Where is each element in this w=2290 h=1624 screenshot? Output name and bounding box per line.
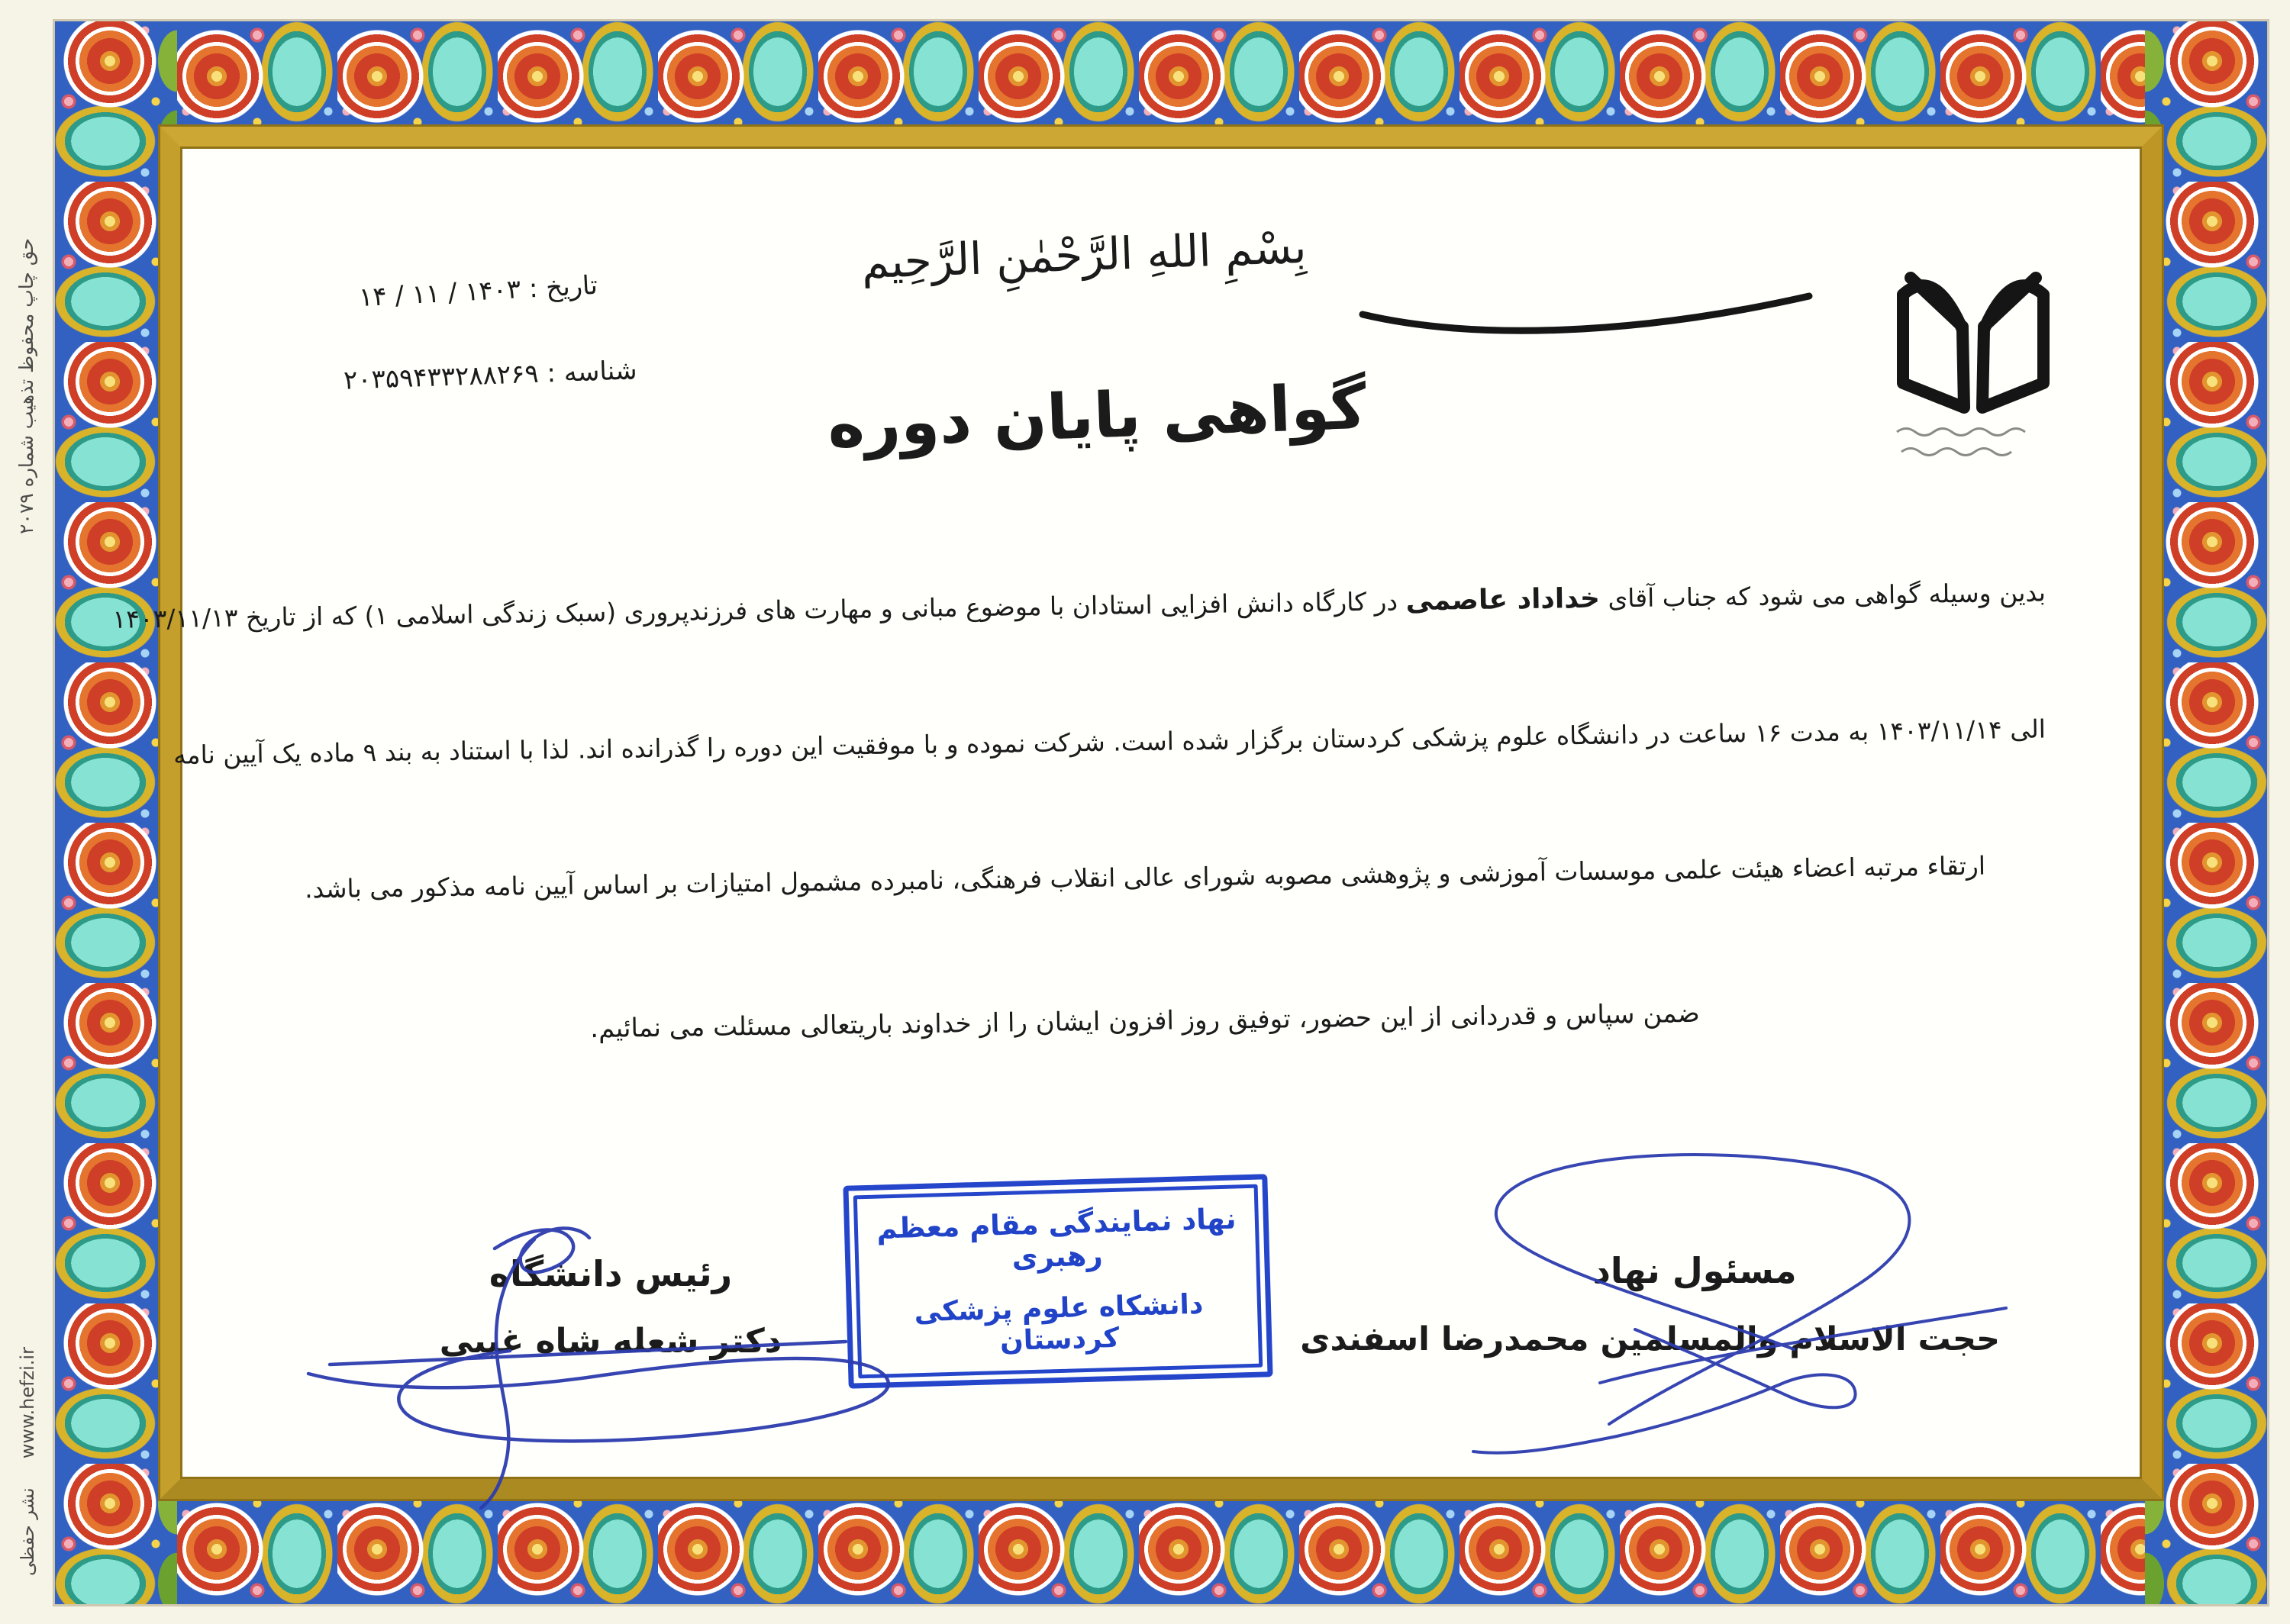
bismillah-calligraphy: بِسْمِ اللهِ الرَّحْمٰنِ الرَّحِیم xyxy=(860,221,1308,289)
publisher-website: www.hefzi.ir xyxy=(17,1347,38,1459)
right-signer-name: حجت الاسلام والمسلمین محمدرضا اسفندی xyxy=(1300,1320,2000,1358)
certificate-title: گواهی پایان دوره xyxy=(826,370,1368,462)
left-signer-role: رئیس دانشگاه xyxy=(489,1253,733,1294)
body-line-4: ضمن سپاس و قدردانی از این حضور، توفیق روز افزون ایشان را از خداوند باریتعالی مسئلت می نمائیم. xyxy=(589,997,1701,1045)
stamp-line-2: دانشکاه علوم پزشکی کردستان xyxy=(914,1288,1204,1358)
publisher-name: نشر حفظی xyxy=(17,1487,38,1576)
body-line-1-pre: بدین وسیله گواهی می شود که جناب آقای xyxy=(1599,577,2046,614)
id-value: ۲۰۳۵۹۴۳۳۲۸۸۲۶۹ xyxy=(343,358,540,396)
border-right-ornament xyxy=(2145,21,2267,1604)
recipient-name: خداداد عاصمی xyxy=(1405,582,1601,617)
border-top-ornament xyxy=(177,21,2145,143)
stamp-line-1: نهاد نمایندگی مقام معظم رهبری xyxy=(876,1202,1237,1274)
margin-copyright-text: حق چاپ محفوظ تذهیب شماره ۲۰۷۹ xyxy=(15,237,37,534)
left-signer-name: دکتر شعله شاه غیبی xyxy=(439,1322,782,1361)
border-left-ornament xyxy=(55,21,177,1604)
nahad-logo xyxy=(1874,244,2072,466)
border-bottom-ornament xyxy=(177,1482,2145,1604)
date-label: تاریخ : xyxy=(527,269,598,304)
date-value: ۱۴۰۳ / ۱۱ / ۱۴ xyxy=(358,274,522,314)
body-line-3: ارتقاء مرتبه اعضاء هیئت علمی موسسات آموزشی و پژوهشی مصوبه شورای عالی انقلاب فرهنگی، نامبرده مشمول امتیازات بر اساس آیین نامه مذکور می باشد. xyxy=(304,850,1986,904)
bismillah-swash xyxy=(1359,275,1817,343)
body-line-1-post: در کارگاه دانش افزایی استادان با موضوع مبانی و مهارت های فرزندپروری (سبک زندگی اسلامی ۱) که از تاریخ ۱۴۰۳/۱۱/۱۳ xyxy=(112,586,1406,634)
margin-publisher-text xyxy=(17,1347,38,1576)
right-signer-role: مسئول نهاد xyxy=(1592,1250,1797,1291)
official-stamp xyxy=(843,1174,1272,1388)
open-book-icon xyxy=(1874,244,2072,466)
id-label: شناسه : xyxy=(546,355,638,389)
body-line-2: الی ۱۴۰۳/۱۱/۱۴ به مدت ۱۶ ساعت در دانشگاه علوم پزشکی کردستان برگزار شده است. شرکت نموده و با موفقیت این دوره را گذرانده اند. لذا با استناد به بند ۹ ماده یک آیین نامه xyxy=(173,714,2046,770)
